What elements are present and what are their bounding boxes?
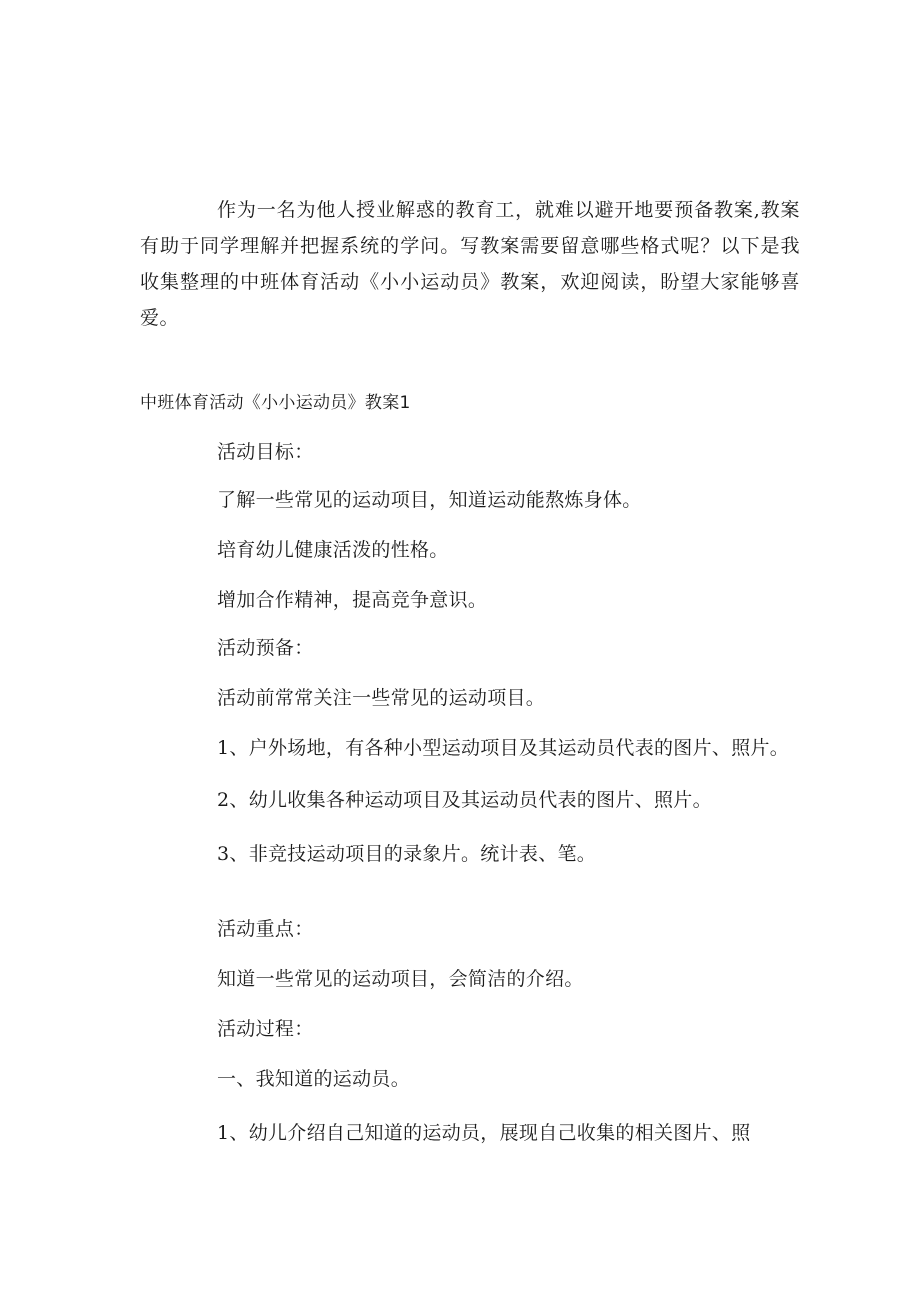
- preparation-item: 2、幼儿收集各种运动项目及其运动员代表的图片、照片。: [217, 789, 712, 811]
- goal-item: 了解一些常见的运动项目，知道运动能熬炼身体。: [217, 489, 642, 511]
- process-step-heading: 一、我知道的运动员。: [217, 1068, 411, 1090]
- preparation-item: 活动前常常关注一些常见的运动项目。: [217, 687, 546, 709]
- heading-activity-process: 活动过程：: [217, 1018, 314, 1040]
- goal-item: 增加合作精神，提高竞争意识。: [217, 589, 488, 611]
- focus-item: 知道一些常见的运动项目，会简洁的介绍。: [217, 968, 584, 990]
- preparation-item: 1、户外场地，有各种小型运动项目及其运动员代表的图片、照片。: [217, 737, 790, 759]
- section-title: 中班体育活动《小小运动员》教案1: [140, 393, 411, 413]
- intro-paragraph: 作为一名为他人授业解惑的教育工，就难以避开地要预备教案,教案有助于同学理解并把握系统的学问。写教案需要留意哪些格式呢？以下是我收集整理的中班体育活动《小小运动员》教案，欢迎阅读，盼望大家能够喜爱。: [140, 199, 800, 329]
- heading-activity-focus: 活动重点：: [217, 918, 314, 940]
- heading-activity-goals: 活动目标：: [217, 441, 314, 463]
- heading-activity-preparation: 活动预备：: [217, 637, 314, 659]
- goal-item: 培育幼儿健康活泼的性格。: [217, 539, 449, 561]
- preparation-item: 3、非竞技运动项目的录象片。统计表、笔。: [217, 843, 597, 865]
- process-step-item: 1、幼儿介绍自己知道的运动员，展现自己收集的相关图片、照: [217, 1122, 751, 1144]
